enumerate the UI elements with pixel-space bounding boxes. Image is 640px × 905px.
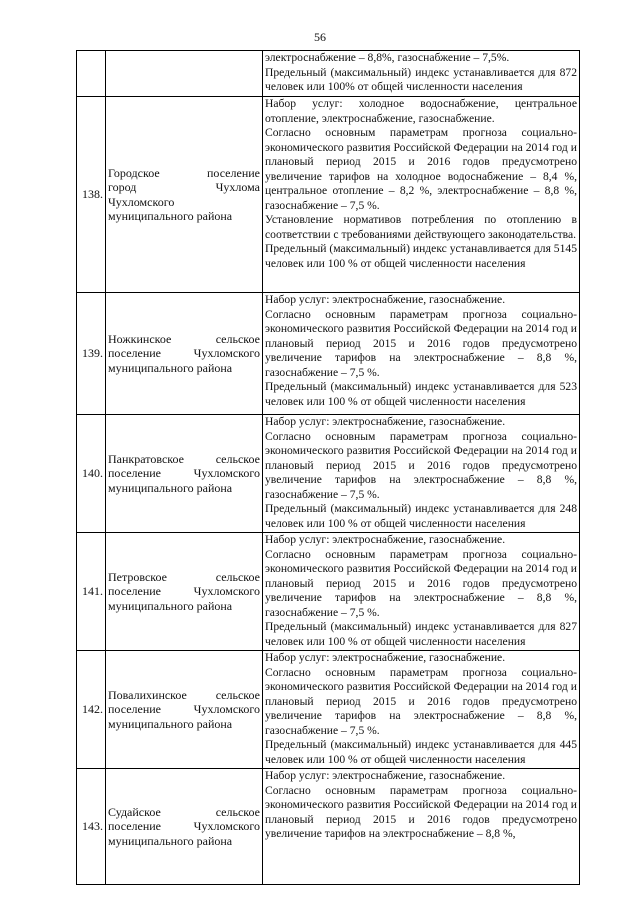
settlement-name [106,293,263,415]
description-paragraph: Согласно основным параметрам прогноза социально-экономического развития Российской Федерации на 2014 год и плановый период 2015 и 2016 годов предусмотрено увеличение тарифов на электроснабжение – 8,8 %, [265,783,577,840]
table-row [77,769,580,885]
description-paragraph: Набор услуг: электроснабжение, газоснабжение. [265,533,506,546]
settlement-name-line: поселение Чухломского [108,346,260,361]
tariff-description [263,51,580,97]
settlement-name-line: муниципального района [108,716,233,731]
description-paragraph: Набор услуг: электроснабжение, газоснабжение. [265,769,506,782]
description-paragraph: Предельный (максимальный) индекс устанавливается для 248 человек или 100 % от общей численности населения [265,502,577,530]
table-row [77,97,580,293]
settlement-name [106,769,263,885]
description-paragraph: Установление нормативов потребления по отоплению в соответствии с требованиями действующего законодательства. [265,213,577,241]
table-row [77,533,580,651]
description-paragraph: Предельный (максимальный) индекс устанавливается для 523 человек или 100 % от общей численности населения [265,380,577,408]
settlement-name-line: Судайское сельское [108,804,260,819]
row-number: 138. [77,97,106,293]
description-paragraph: Предельный (максимальный) индекс устанавливается для 827 человек или 100 % от общей численности населения [265,620,577,648]
description-paragraph: Набор услуг: электроснабжение, газоснабжение. [265,415,506,428]
description-paragraph: Согласно основным параметрам прогноза социально-экономического развития Российской Федерации на 2014 год и плановый период 2015 и 2016 годов предусмотрено увеличение тарифов на электроснабжение – 8,8 %, газоснабжение – 7,5 %. [265,307,577,379]
description-paragraph: Согласно основным параметрам прогноза социально-экономического развития Российской Федерации на 2014 год и плановый период 2015 и 2016 годов предусмотрено увеличение тарифов на холодное водоснабжение – 8,4 %, центральное отопление – 8,2 %, электроснабжение – 8,8 %, газоснабжение – 7,5 %. [265,126,577,212]
settlement-name-line: город Чухлома [108,180,260,194]
row-number: 139. [77,293,106,415]
tariff-description [263,97,580,293]
page-number: 56 [314,30,326,44]
row-number: 141. [77,533,106,651]
description-paragraph: Набор услуг: электроснабжение, газоснабжение. [265,293,506,306]
description-paragraph: Набор услуг: электроснабжение, газоснабжение. [265,651,506,664]
settlement-name-line: поселение Чухломского [108,702,260,717]
tariff-description [263,533,580,651]
settlement-name [106,415,263,533]
description-paragraph: Предельный (максимальный) индекс устанавливается для 5145 человек или 100 % от общей численности населения [265,242,577,270]
tariff-description [263,651,580,769]
table-row [77,51,580,97]
settlement-name-line: Ножкинское сельское [108,331,260,346]
description-paragraph: Набор услуг: холодное водоснабжение, центральное отопление, электроснабжение, газоснабжение. [265,97,577,125]
settlement-name-line: Панкратовское сельское [108,451,260,466]
description-paragraph: Предельный (максимальный) индекс устанавливается для 445 человек или 100 % от общей численности населения [265,738,577,766]
description-paragraph: Согласно основным параметрам прогноза социально-экономического развития Российской Федерации на 2014 год и плановый период 2015 и 2016 годов предусмотрено увеличение тарифов на электроснабжение – 8,8 %, газоснабжение – 7,5 %. [265,665,577,737]
row-number: 143. [77,769,106,885]
settlement-name [106,651,263,769]
table-row [77,293,580,415]
settlement-name [106,51,263,97]
settlement-name-line: поселение Чухломского [108,819,260,834]
settlement-name-line: муниципального района [108,209,233,223]
settlement-name-line: Городское поселение [108,165,260,180]
description-paragraph: Предельный (максимальный) индекс устанавливается для 872 человек или 100% от общей численности населения [265,65,577,93]
settlement-name-line: Чухломского [108,194,175,209]
tariff-table [76,50,580,885]
settlement-name-line: муниципального района [108,598,233,613]
settlement-name-line: поселение Чухломского [108,584,260,599]
table-row [77,651,580,769]
row-number: 140. [77,415,106,533]
row-number: 142. [77,651,106,769]
settlement-name-line: Повалихинское сельское [108,687,260,702]
tariff-description [263,769,580,885]
settlement-name-line: муниципального района [108,833,233,848]
tariff-description [263,415,580,533]
settlement-name-line: муниципального района [108,360,233,375]
description-paragraph: Согласно основным параметрам прогноза социально-экономического развития Российской Федерации на 2014 год и плановый период 2015 и 2016 годов предусмотрено увеличение тарифов на электроснабжение – 8,8 %, газоснабжение – 7,5 %. [265,547,577,619]
tariff-description [263,293,580,415]
settlement-name-line: Петровское сельское [108,569,260,584]
description-paragraph: Согласно основным параметрам прогноза социально-экономического развития Российской Федерации на 2014 год и плановый период 2015 и 2016 годов предусмотрено увеличение тарифов на электроснабжение – 8,8 %, газоснабжение – 7,5 %. [265,429,577,501]
settlement-name [106,533,263,651]
table-body [77,51,580,885]
settlement-name [106,97,263,293]
settlement-name-line: поселение Чухломского [108,466,260,481]
settlement-name-line: муниципального района [108,480,233,495]
description-paragraph: электроснабжение – 8,8%, газоснабжение – 7,5%. [265,51,510,64]
row-number [77,51,106,97]
table-row [77,415,580,533]
